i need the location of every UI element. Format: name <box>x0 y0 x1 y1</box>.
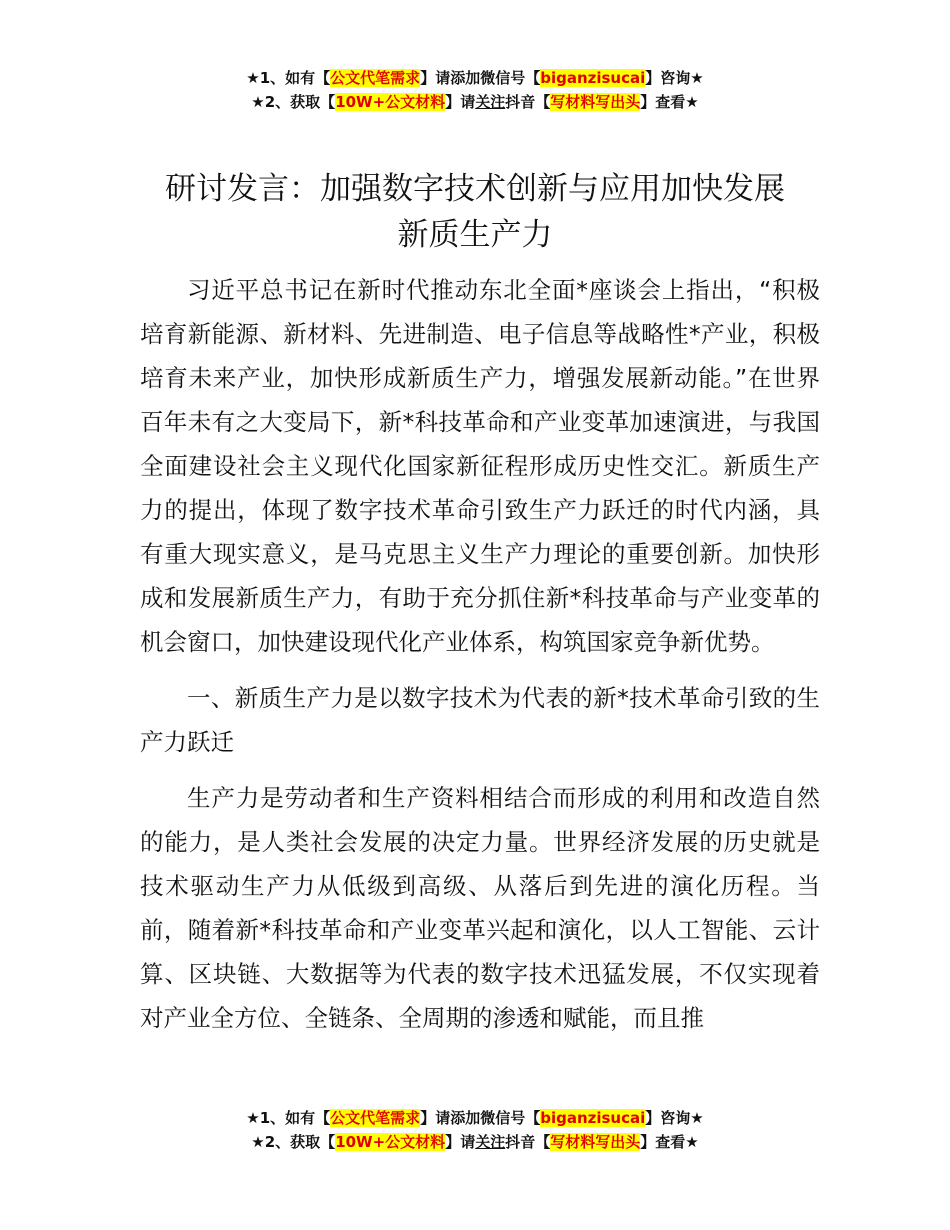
document-title <box>100 166 850 258</box>
banner-line-1: ★1、如有【公文代笔需求】请添加微信号【biganzisucai】咨询★ <box>246 1109 704 1127</box>
highlight-materials: 10W+公文材料 <box>335 1133 446 1151</box>
highlight-ghostwriting: 公文代笔需求 <box>330 1109 421 1127</box>
highlight-materials: 10W+公文材料 <box>335 93 446 111</box>
banner-line-2: ★2、获取【10W+公文材料】请关注抖音【写材料写出头】查看★ <box>251 93 699 111</box>
document-body <box>140 268 820 1052</box>
highlight-douyin: 写材料写出头 <box>550 1133 641 1151</box>
highlight-douyin: 写材料写出头 <box>550 93 641 111</box>
footer-banner <box>0 1106 950 1154</box>
highlight-ghostwriting: 公文代笔需求 <box>330 69 421 87</box>
paragraph-intro: 习近平总书记在新时代推动东北全面*座谈会上指出，“积极培育新能源、新材料、先进制造、电子信息等战略性*产业，积极培育未来产业，加快形成新质生产力，增强发展新动能。”在世界百年未有之大变局下，新*科技革命和产业变革加速演进，与我国全面建设社会主义现代化国家新征程形成历史性交汇。新质生产力的提出，体现了数字技术革命引致生产力跃迁的时代内涵，具有重大现实意义，是马克思主义生产力理论的重要创新。加快形成和发展新质生产力，有助于充分抓住新*科技革命与产业变革的机会窗口，加快建设现代化产业体系，构筑国家竞争新优势。 <box>140 276 820 656</box>
follow-text: 关注 <box>475 1133 506 1151</box>
section-heading-1: 一、新质生产力是以数字技术为代表的新*技术革命引致的生产力跃迁 <box>140 684 820 756</box>
title-line-2: 新质生产力 <box>397 217 553 253</box>
banner-line-1: ★1、如有【公文代笔需求】请添加微信号【biganzisucai】咨询★ <box>246 69 704 87</box>
highlight-wechat-id: biganzisucai <box>540 1109 646 1127</box>
header-banner <box>0 66 950 114</box>
paragraph-section-1: 生产力是劳动者和生产资料相结合而形成的利用和改造自然的能力，是人类社会发展的决定力量。世界经济发展的历史就是技术驱动生产力从低级到高级、从落后到先进的演化历程。当前，随着新*科技革命和产业变革兴起和演化，以人工智能、云计算、区块链、大数据等为代表的数字技术迅猛发展，不仅实现着对产业全方位、全链条、全周期的渗透和赋能，而且推 <box>140 784 820 1032</box>
follow-text: 关注 <box>475 93 506 111</box>
banner-line-2: ★2、获取【10W+公文材料】请关注抖音【写材料写出头】查看★ <box>251 1133 699 1151</box>
highlight-wechat-id: biganzisucai <box>540 69 646 87</box>
title-line-1: 研讨发言：加强数字技术创新与应用加快发展 <box>165 171 785 207</box>
